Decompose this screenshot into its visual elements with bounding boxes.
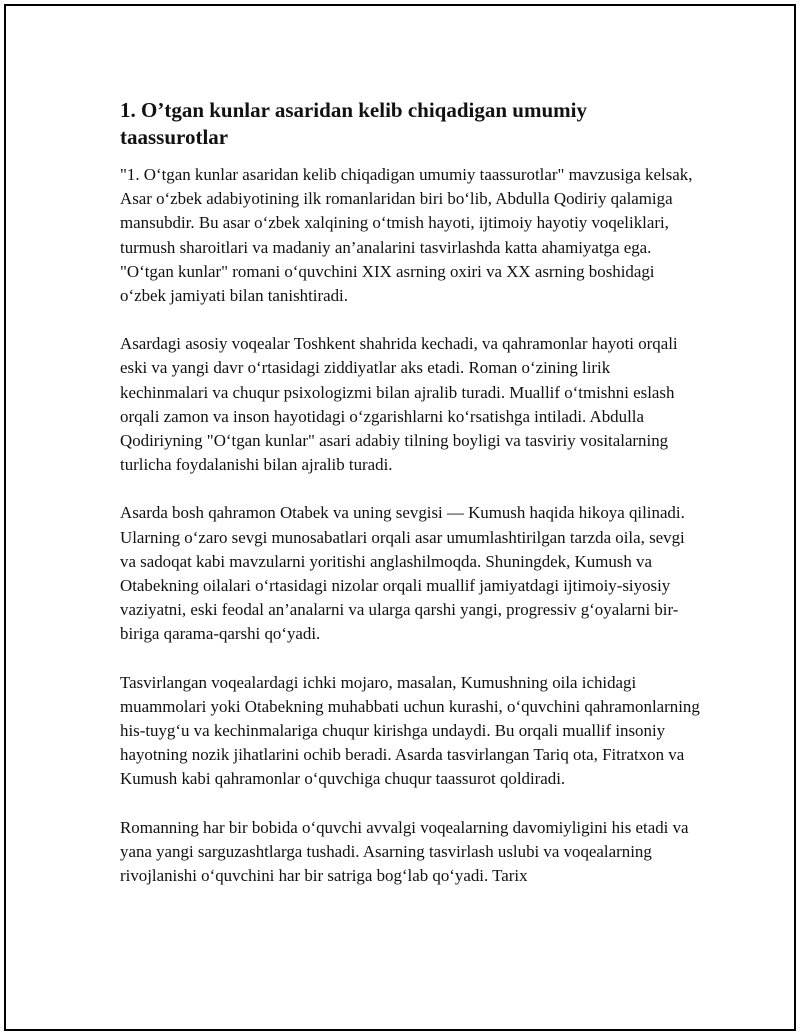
page-frame — [4, 4, 796, 1031]
paragraph-2: Asardagi asosiy voqealar Toshkent shahrida kechadi, va qahramonlar hayoti orqali eski va yangi davr o‘rtasidagi ziddiyatlar aks etadi. Roman o‘zining lirik kechinmalari va chuqur psixologizmi bilan ajralib turadi. Muallif o‘tmishni eslash orqali zamon va inson hayotidagi o‘zgarishlarni ko‘rsatishga intiladi. Abdulla Qodiriyning "O‘tgan kunlar" asari adabiy tilning boyligi va tasviriy vositalarning turlicha foydalanishi bilan ajralib turadi. — [120, 334, 678, 475]
paragraph-3: Asarda bosh qahramon Otabek va uning sevgisi — Kumush haqida hikoya qilinadi. Ularning o‘zaro sevgi munosabatlari orqali asar umumlashtirilgan tarzda oila, sevgi va sadoqat kabi mavzularni yoritishi anglashilmoqda. Shuningdek, Kumush va Otabekning oilalari o‘rtasidagi nizolar orqali muallif jamiyatdagi ijtimoiy-siyosiy vaziyatni, eski feodal an’analarni va ularga qarshi yangi, progressiv g‘oyalarni bir-biriga qarama-qarshi qo‘yadi. — [120, 503, 685, 644]
paragraph-5: Romanning har bir bobida o‘quvchi avvalgi voqealarning davomiyligini his etadi va yana yangi sarguzashtlarga tushadi. Asarning tasvirlash uslubi va voqealarning rivojlanishi o‘quvchini har bir satriga bog‘lab qo‘yadi. Tarix — [120, 817, 689, 886]
section-heading: 1. O’tgan kunlar asaridan kelib chiqadigan umumiy taassurotlar — [120, 98, 587, 149]
paragraph-1: "1. O‘tgan kunlar asaridan kelib chiqadigan umumiy taassurotlar" mavzusiga kelsak, Asar o‘zbek adabiyotining ilk romanlaridan biri bo‘lib, Abdulla Qodiriy qalamiga mansubdir. Bu asar o‘zbek xalqining o‘tmish hayoti, ijtimoiy hayotiy voqeliklari, turmush sharoitlari va madaniy an’analarini tasvirlashda katta ahamiyatga ega. "O‘tgan kunlar" romani o‘quvchini XIX asrning oxiri va XX asrning boshidagi o‘zbek jamiyati bilan tanishtiradi. — [120, 165, 693, 306]
paragraph-4: Tasvirlangan voqealardagi ichki mojaro, masalan, Kumushning oila ichidagi muammolari yoki Otabekning muhabbati uchun kurashi, o‘quvchini qahramonlarning his-tuyg‘u va kechinmalariga chuqur kirishga undaydi. Bu orqali muallif insoniy hayotning nozik jihatlarini ochib beradi. Asarda tasvirlangan Tariq ota, Fitratxon va Kumush kabi qahramonlar o‘quvchiga chuqur taassurot qoldiradi. — [120, 672, 700, 789]
document-body — [120, 97, 700, 912]
